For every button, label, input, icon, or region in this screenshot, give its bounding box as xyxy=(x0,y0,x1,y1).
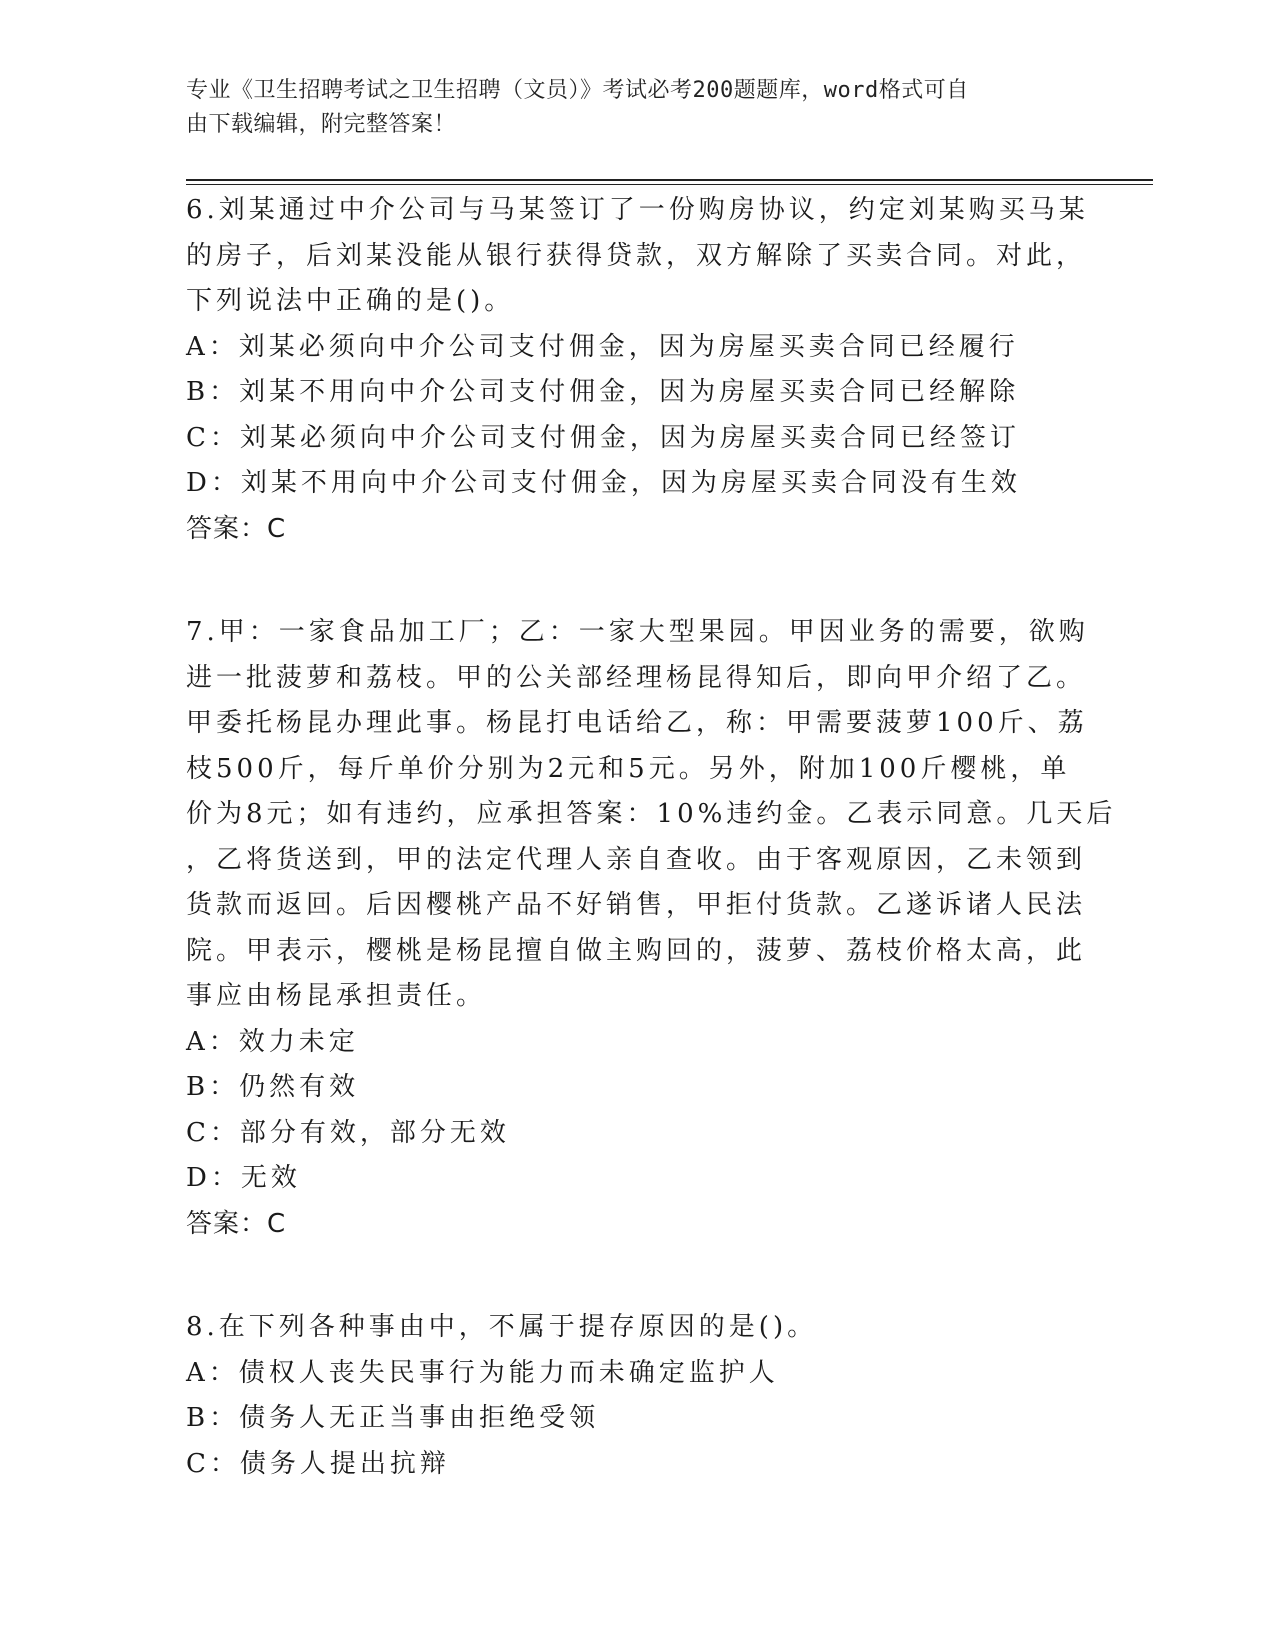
question-text-line: 枝500斤，每斤单价分别为2元和5元。另外，附加100斤樱桃，单 xyxy=(186,753,1071,784)
option-b: B：仍然有效 xyxy=(186,1072,360,1102)
answer-line: 答案：C xyxy=(186,1208,287,1239)
option-a: A：效力未定 xyxy=(186,1026,359,1057)
question-text-line: 的房子，后刘某没能从银行获得贷款，双方解除了买卖合同。对此， xyxy=(186,240,1087,271)
header-line-2: 由下载编辑，附完整答案！ xyxy=(186,112,457,137)
question-text-line: 院。甲表示，樱桃是杨昆擅自做主购回的，菠萝、荔枝价格太高，此 xyxy=(186,935,1087,966)
option-a: A：刘某必须向中介公司支付佣金，因为房屋买卖合同已经履行 xyxy=(186,331,1019,362)
header-divider-thick xyxy=(186,179,1153,181)
option-d: D：无效 xyxy=(186,1163,301,1193)
question-list xyxy=(186,188,1117,1487)
question-7 xyxy=(186,610,1117,1247)
question-text-line: 8.在下列各种事由中，不属于提存原因的是()。 xyxy=(186,1312,818,1342)
question-text-line: ，乙将货送到，甲的法定代理人亲自查收。由于客观原因，乙未领到 xyxy=(186,844,1087,875)
question-text-line: 6.刘某通过中介公司与马某签订了一份购房协议，约定刘某购买马某 xyxy=(186,195,1089,225)
option-a: A：债权人丧失民事行为能力而未确定监护人 xyxy=(186,1357,779,1388)
document-header xyxy=(186,74,1076,142)
option-c: C：刘某必须向中介公司支付佣金，因为房屋买卖合同已经签订 xyxy=(186,422,1020,453)
answer-line: 答案：C xyxy=(186,513,287,544)
question-spacer xyxy=(186,1247,1076,1305)
question-text-line: 下列说法中正确的是()。 xyxy=(186,286,515,316)
question-8 xyxy=(186,1305,1076,1487)
option-d: D：刘某不用向中介公司支付佣金，因为房屋买卖合同没有生效 xyxy=(186,468,1021,498)
option-b: B：债务人无正当事由拒绝受领 xyxy=(186,1403,600,1433)
question-spacer xyxy=(186,552,1076,610)
question-text-line: 甲委托杨昆办理此事。杨昆打电话给乙，称：甲需要菠萝100斤、荔 xyxy=(186,708,1088,738)
option-c: C：债务人提出抗辩 xyxy=(186,1448,450,1479)
question-text-line: 7.甲：一家食品加工厂；乙：一家大型果园。甲因业务的需要，欲购 xyxy=(186,617,1089,647)
question-6 xyxy=(186,188,1089,552)
question-text-line: 进一批菠萝和荔枝。甲的公关部经理杨昆得知后，即向甲介绍了乙。 xyxy=(186,662,1087,693)
option-b: B：刘某不用向中介公司支付佣金，因为房屋买卖合同已经解除 xyxy=(186,377,1020,407)
question-text-line: 事应由杨昆承担责任。 xyxy=(186,981,487,1011)
header-line-1: 专业《卫生招聘考试之卫生招聘（文员）》考试必考200题题库，word格式可自 xyxy=(186,78,969,103)
question-text-line: 价为8元；如有违约，应承担答案：10%违约金。乙表示同意。几天后 xyxy=(186,799,1117,829)
option-c: C：部分有效，部分无效 xyxy=(186,1117,510,1148)
question-text-line: 货款而返回。后因樱桃产品不好销售，甲拒付货款。乙遂诉诸人民法 xyxy=(186,890,1087,920)
header-divider-thin xyxy=(186,184,1153,185)
